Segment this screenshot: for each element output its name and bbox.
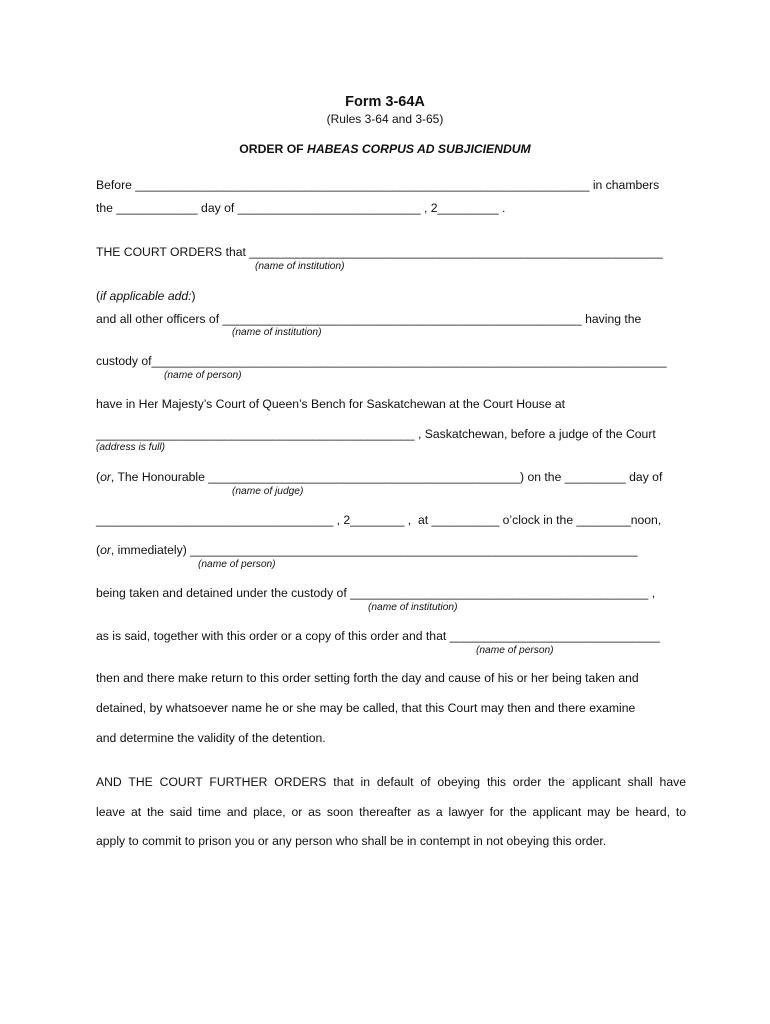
officers-line: and all other officers of _____________________________________________________ having the <box>96 312 642 326</box>
caption-name-of-person: (name of person) <box>476 645 554 656</box>
return-line-2: detained, by whatsoever name he or she may be called, that this Court may then and there examine <box>96 701 636 715</box>
return-line-1: then and there make return to this order setting forth the day and cause of his or her being taken and <box>96 671 639 685</box>
date-line: the ____________ day of ___________________________ , 2_________ . <box>96 201 506 215</box>
majesty-line: have in Her Majesty’s Court of Queen’s Bench for Saskatchewan at the Court House at <box>96 397 566 411</box>
return-line-3: and determine the validity of the detention. <box>96 731 326 745</box>
further-orders-line-1: AND THE COURT FURTHER ORDERS that in default of obeying this order the applicant shall have <box>96 775 686 789</box>
detained-line: being taken and detained under the custody of ____________________________________________ , <box>96 586 656 600</box>
caption-name-of-institution: (name of institution) <box>368 602 458 613</box>
rules-reference: (Rules 3-64 and 3-65) <box>326 112 444 126</box>
further-orders-line-3: apply to commit to prison you or any person who shall be in contempt in not obeying this order. <box>96 834 607 848</box>
paren-close: ) <box>191 289 196 303</box>
paren-open: ( <box>96 543 101 557</box>
order-heading-prefix: ORDER OF <box>239 142 308 156</box>
honourable-line <box>96 470 686 485</box>
immediately-line <box>96 543 686 558</box>
caption-name-of-institution: (name of institution) <box>232 327 322 338</box>
time-line: ___________________________________ , 2________ , at __________ o’clock in the ________noon, <box>96 513 662 527</box>
caption-name-of-person: (name of person) <box>164 370 242 381</box>
paren-open: ( <box>96 289 101 303</box>
court-orders-line: THE COURT ORDERS that _____________________________________________________________ <box>96 245 663 259</box>
caption-name-of-judge: (name of judge) <box>232 486 304 497</box>
order-heading <box>0 142 770 156</box>
or-text: or <box>100 470 111 484</box>
before-line: Before ___________________________________________________________________ in chambers <box>96 178 660 192</box>
if-applicable-line <box>96 289 686 304</box>
address-line: _______________________________________________ , Saskatchewan, before a judge of the Court <box>96 427 656 441</box>
immediately-text: , immediately) __________________________________________________________________ <box>110 543 638 557</box>
honourable-text: , The Honourable ______________________________________________) on the _________ day of <box>110 470 663 484</box>
custody-line: custody of____________________________________________________________________________ <box>96 354 667 368</box>
further-orders-line-2: leave at the said time and place, or as soon thereafter as a lawyer for the applicant may be heard, to <box>96 805 686 819</box>
caption-address: (address is full) <box>96 442 166 453</box>
or-text: or <box>100 543 111 557</box>
caption-name-of-person: (name of person) <box>198 559 276 570</box>
paren-open: ( <box>96 470 101 484</box>
as-is-said-line: as is said, together with this order or a copy of this order and that _______________________________ <box>96 629 660 643</box>
order-heading-latin: HABEAS CORPUS AD SUBJICIENDUM <box>307 142 531 156</box>
caption-name-of-institution: (name of institution) <box>255 261 345 272</box>
if-applicable-text: if applicable add: <box>100 289 192 303</box>
form-title: Form 3-64A <box>345 94 425 110</box>
